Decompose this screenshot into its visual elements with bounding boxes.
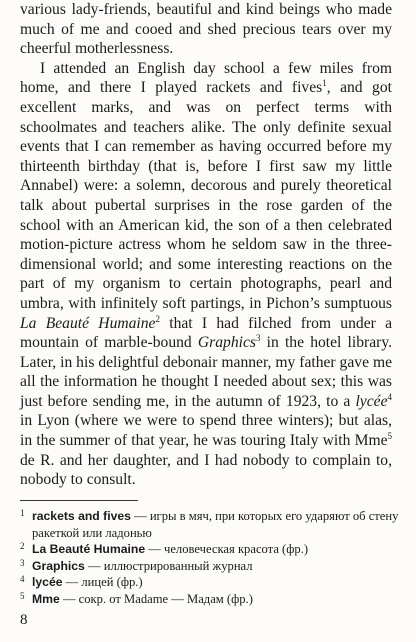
paragraph-1: various lady-friends, beautiful and kind beings who made much of me and cooed and shed precious tears over my cheerful motherlessness. [20, 1, 392, 58]
footnote-divider [20, 500, 138, 501]
footnote-2: 2 La Beauté Humaine — человеческая красота (фр.) [20, 541, 309, 557]
footnote-ref-5: 5 [387, 430, 392, 441]
footnote-ref-4: 4 [387, 391, 392, 402]
footnote-5: 5 Mme — сокр. от Madame — Мадам (фр.) [20, 590, 253, 606]
book-title: La Beauté Humaine [20, 314, 156, 332]
footnote-ref-3: 3 [255, 332, 261, 343]
lycee-word: lycée [355, 392, 388, 410]
footnote-ref-2: 2 [155, 313, 160, 324]
footnote-3: 3 Graphics — иллюстрированный журнал [20, 557, 253, 573]
footnote-1: 1 rackets and fives — игры в мяч, при которых его ударяют об стену ракеткой или ладонью [20, 508, 399, 540]
page-number: 8 [20, 612, 28, 628]
paragraph-2: I attended an English day school a few miles from home, and there I played rackets and fives$^1$, and got excellent marks, and was on perfect terms with schoolmates and teachers alike. The only definite sexual events that I can remember as having occurred before my thirteenth birthday (that is, before I first saw my little Annabel) were: a solemn, decorous and purely theoretical talk about pubertal surprises in the rose garden of the school with an American kid, the son of a then celebrated motion-picture actress whom he seldom saw in the three-dimensional world; and some interesting reactions on the part of my organism to certain photographs, pearl and umbra, with infinitely soft partings, in Pichon’s sumptuous La Beauté Humaine$^2$ that I had filched from under a mountain of marble-bound Graphics$^3$ in the hotel library. Later, in his delightful debonair manner, my father gave me all the information he thought I needed about sex; this was just before sending me, in the autumn of 1923, to a lycée$^4$ in Lyon (where we were to spend three winters); but alas, in the summer of that year, he was touring Italy with Mme$^5$ de R. and her daughter, and I had nobody to complain to, nobody to consult. [20, 59, 393, 489]
footnote-4: 4 lycée — лицей (фр.) [20, 574, 143, 590]
magazine-title: Graphics [197, 334, 256, 352]
main-text [20, 0, 392, 490]
footnote-ref-1: 1 [322, 78, 327, 89]
footnotes [20, 508, 400, 608]
